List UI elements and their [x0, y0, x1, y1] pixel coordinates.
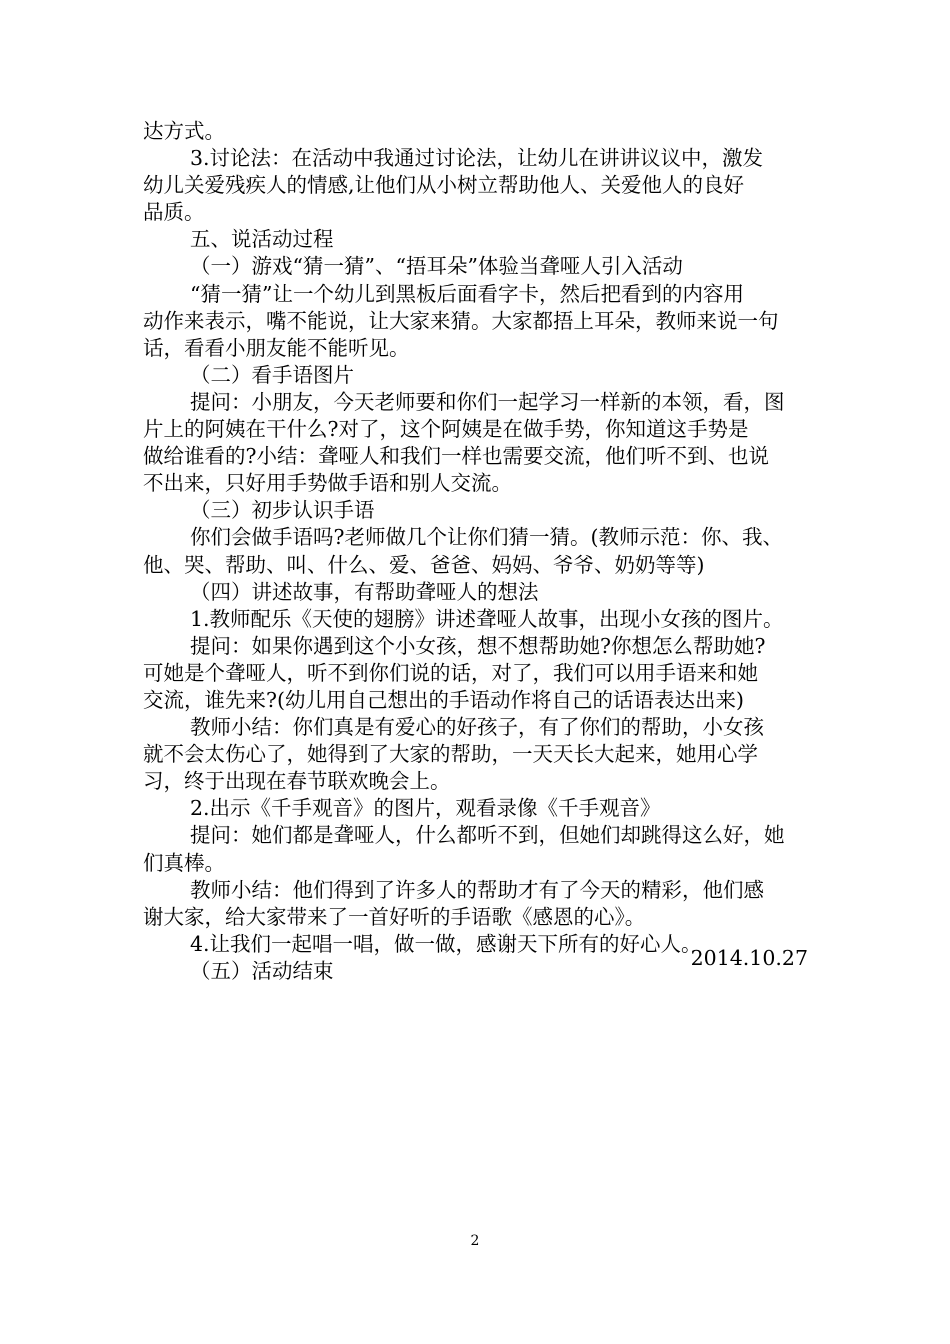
- text-line: 幼儿关爱残疾人的情感,让他们从小树立帮助他人、关爱他人的良好: [143, 173, 745, 198]
- subsection-heading: （二）看手语图片: [190, 362, 354, 387]
- text-line: “猜一猜”让一个幼儿到黑板后面看字卡，然后把看到的内容用: [190, 281, 744, 306]
- text-line: 们真棒。: [143, 850, 225, 875]
- text-line: 习，终于出现在春节联欢晚会上。: [143, 769, 451, 794]
- text-line: 3.讨论法：在活动中我通过讨论法，让幼儿在讲讲议议中，激发: [190, 146, 764, 171]
- text-line: 可她是个聋哑人，听不到你们说的话，对了，我们可以用手语来和她: [143, 660, 758, 685]
- text-line: 动作来表示，嘴不能说，让大家来猜。大家都捂上耳朵，教师来说一句: [143, 308, 779, 333]
- text-line: 你们会做手语吗?老师做几个让你们猜一猜。(教师示范：你、我、: [190, 525, 783, 550]
- subsection-heading: （五）活动结束: [190, 958, 334, 983]
- section-heading: 五、说活动过程: [190, 227, 334, 252]
- text-line: 交流，谁先来?(幼儿用自己想出的手语动作将自己的话语表达出来): [143, 687, 744, 712]
- text-line: 片上的阿姨在干什么?对了，这个阿姨是在做手势，你知道这手势是: [143, 417, 749, 442]
- text-line: 话，看看小朋友能不能听见。: [143, 335, 410, 360]
- body-text: [143, 118, 807, 985]
- document-date: 2014.10.27: [690, 946, 808, 970]
- text-line: 做给谁看的?小结：聋哑人和我们一样也需要交流，他们听不到、也说: [143, 444, 769, 469]
- subsection-heading: （三）初步认识手语: [190, 498, 375, 523]
- text-line: 品质。: [143, 200, 205, 225]
- page-number: 2: [470, 1233, 480, 1249]
- text-line: 1.教师配乐《天使的翅膀》讲述聋哑人故事，出现小女孩的图片。: [190, 606, 784, 631]
- text-line: 谢大家，给大家带来了一首好听的手语歌《感恩的心》。: [143, 904, 646, 929]
- text-line: 2.出示《千手观音》的图片，观看录像《千手观音》: [190, 796, 661, 821]
- text-line: 就不会太伤心了，她得到了大家的帮助，一天天长大起来，她用心学: [143, 742, 758, 767]
- text-line: 不出来，只好用手势做手语和别人交流。: [143, 471, 512, 496]
- text-line: 达方式。: [143, 119, 225, 143]
- text-line: 教师小结：他们得到了许多人的帮助才有了今天的精彩，他们感: [190, 877, 764, 902]
- text-line: 提问：如果你遇到这个小女孩，想不想帮助她?你想怎么帮助她?: [190, 633, 766, 658]
- subsection-heading: （一）游戏“猜一猜”、“捂耳朵”体验当聋哑人引入活动: [190, 254, 683, 279]
- text-line: 教师小结：你们真是有爱心的好孩子，有了你们的帮助，小女孩: [190, 715, 764, 740]
- text-line: 4.让我们一起唱一唱，做一做，感谢天下所有的好心人。: [190, 931, 702, 956]
- text-line: 提问：她们都是聋哑人，什么都听不到，但她们却跳得这么好，她: [190, 823, 785, 848]
- text-line: 他、哭、帮助、叫、什么、爱、爸爸、妈妈、爷爷、奶奶等等): [143, 552, 705, 577]
- subsection-heading: （四）讲述故事，有帮助聋哑人的想法: [190, 579, 539, 604]
- text-line: 提问：小朋友，今天老师要和你们一起学习一样新的本领，看，图: [190, 389, 785, 414]
